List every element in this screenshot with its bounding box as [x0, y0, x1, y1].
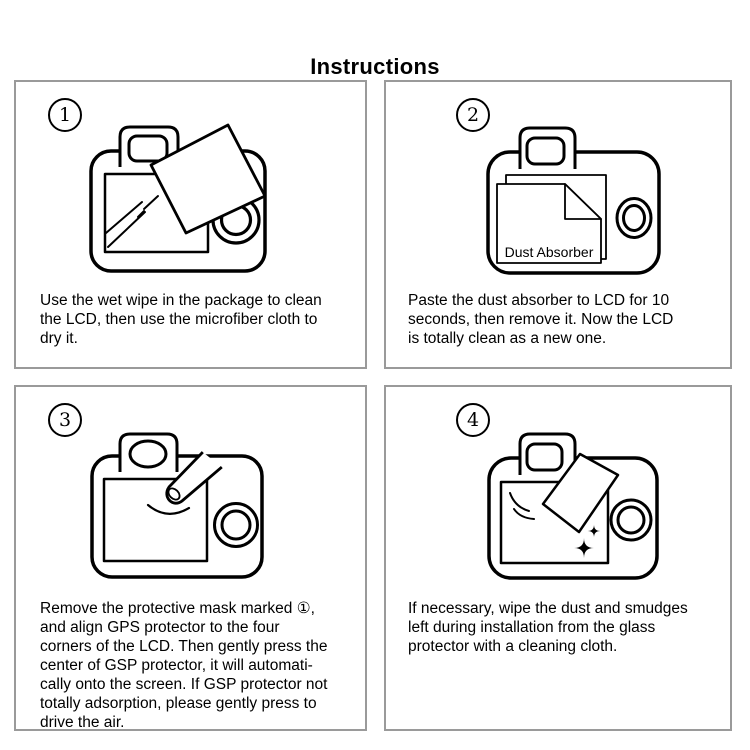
step-number: 3: [58, 408, 72, 431]
viewfinder-eyepiece: [527, 444, 562, 470]
camera-body: [92, 434, 262, 577]
step-caption: [408, 291, 673, 348]
step-caption: [408, 599, 688, 656]
caption-line: If necessary, wipe the dust and smudges: [408, 600, 688, 617]
caption-line: the LCD, then use the microfiber cloth to: [40, 311, 318, 328]
instruction-panel-step-1: [14, 80, 367, 369]
caption-line: Use the wet wipe in the package to clean: [40, 292, 322, 309]
step-number: 1: [58, 103, 72, 126]
mode-dial-inner: [222, 511, 250, 539]
caption-line: corners of the LCD. Then gently press the: [40, 638, 328, 655]
viewfinder-eyepiece: [129, 136, 167, 161]
page-title: Instructions: [310, 53, 440, 79]
instruction-panel-step-4: [384, 385, 732, 731]
caption-line: totally adsorption, please gently press to: [40, 695, 317, 712]
step-caption: [40, 599, 327, 732]
camera-polish-cloth-illustration: [402, 391, 702, 591]
caption-line: Remove the protective mask marked ①,: [40, 600, 315, 617]
caption-line: center of GSP protector, it will automati-: [40, 657, 313, 674]
mode-dial-inner: [618, 507, 644, 533]
camera-press-finger-illustration: [32, 391, 332, 591]
step-number: 4: [466, 408, 480, 431]
caption-line: and align GPS protector to the four: [40, 619, 280, 636]
caption-line: left during installation from the glass: [408, 619, 656, 636]
caption-line: is totally clean as a new one.: [408, 330, 607, 347]
viewfinder-eyepiece: [527, 138, 564, 164]
step-number: 2: [466, 103, 480, 126]
mode-dial-inner: [624, 206, 645, 231]
caption-line: seconds, then remove it. Now the LCD: [408, 311, 674, 328]
step-caption: [40, 291, 322, 348]
viewfinder-eyepiece: [130, 441, 166, 467]
caption-line: protector with a cleaning cloth.: [408, 638, 618, 655]
caption-line: cally onto the screen. If GSP protector not: [40, 676, 328, 693]
dust-absorber-label: Dust Absorber: [504, 244, 594, 260]
camera-dust-absorber-illustration: [402, 86, 702, 286]
instruction-panel-step-3: [14, 385, 367, 731]
camera-wet-wipe-illustration: [32, 86, 332, 286]
caption-line: dry it.: [40, 330, 78, 347]
caption-line: Paste the dust absorber to LCD for 10: [408, 292, 670, 309]
caption-line: drive the air.: [40, 714, 125, 731]
instruction-panel-step-2: [384, 80, 732, 369]
